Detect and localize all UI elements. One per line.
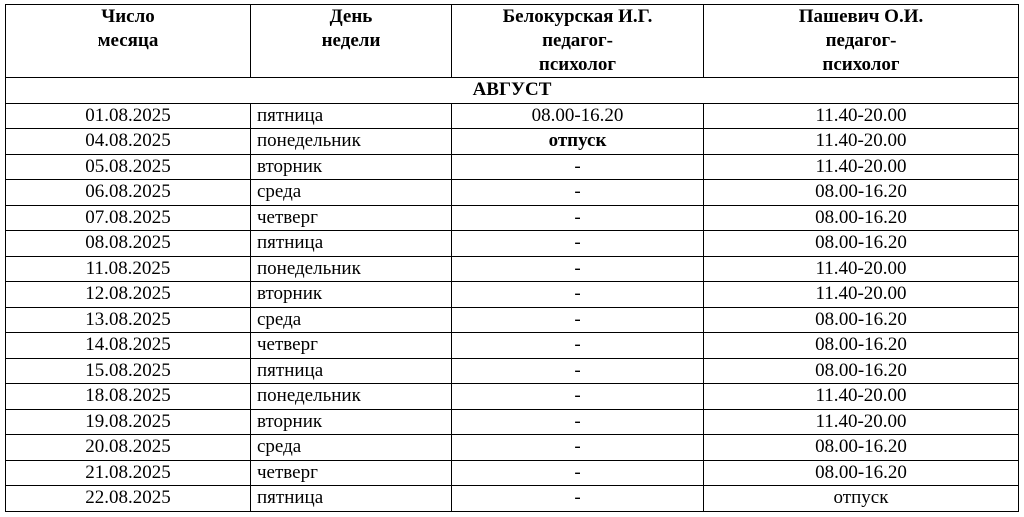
cell-weekday: пятница [251, 231, 452, 257]
table-row [6, 205, 1019, 231]
cell-belokurskaya: - [452, 333, 704, 359]
cell-belokurskaya: - [452, 256, 704, 282]
cell-weekday: пятница [251, 486, 452, 512]
header-belokurskaya-line: психолог [538, 54, 617, 75]
cell-belokurskaya: - [452, 409, 704, 435]
table-row [6, 307, 1019, 333]
cell-belokurskaya: 08.00-16.20 [452, 103, 704, 129]
cell-belokurskaya: - [452, 486, 704, 512]
cell-pashevich: 11.40-20.00 [704, 409, 1019, 435]
cell-date: 18.08.2025 [6, 384, 251, 410]
schedule-document [5, 4, 1018, 512]
cell-date: 07.08.2025 [6, 205, 251, 231]
cell-weekday: понедельник [251, 384, 452, 410]
cell-date: 15.08.2025 [6, 358, 251, 384]
table-row [6, 384, 1019, 410]
cell-pashevich: 08.00-16.20 [704, 435, 1019, 461]
cell-belokurskaya: отпуск [452, 129, 704, 155]
table-row [6, 154, 1019, 180]
cell-pashevich: 11.40-20.00 [704, 154, 1019, 180]
cell-date: 04.08.2025 [6, 129, 251, 155]
cell-pashevich: 11.40-20.00 [704, 384, 1019, 410]
cell-weekday: вторник [251, 409, 452, 435]
cell-weekday: пятница [251, 103, 452, 129]
schedule-table [5, 4, 1019, 512]
cell-belokurskaya: - [452, 435, 704, 461]
cell-weekday: понедельник [251, 256, 452, 282]
header-pashevich-line: педагог- [825, 30, 897, 51]
table-row [6, 358, 1019, 384]
header-pashevich [704, 5, 1019, 78]
cell-weekday: среда [251, 435, 452, 461]
cell-date: 22.08.2025 [6, 486, 251, 512]
cell-date: 11.08.2025 [6, 256, 251, 282]
cell-date: 13.08.2025 [6, 307, 251, 333]
cell-weekday: вторник [251, 282, 452, 308]
cell-belokurskaya: - [452, 307, 704, 333]
cell-pashevich: 11.40-20.00 [704, 103, 1019, 129]
month-label: АВГУСТ [6, 78, 1019, 104]
table-row [6, 409, 1019, 435]
cell-belokurskaya: - [452, 358, 704, 384]
cell-belokurskaya: - [452, 460, 704, 486]
table-row [6, 486, 1019, 512]
cell-date: 01.08.2025 [6, 103, 251, 129]
table-row [6, 333, 1019, 359]
header-belokurskaya-line: педагог- [542, 30, 613, 51]
cell-date: 12.08.2025 [6, 282, 251, 308]
cell-weekday: четверг [251, 205, 452, 231]
cell-pashevich: отпуск [704, 486, 1019, 512]
cell-pashevich: 11.40-20.00 [704, 129, 1019, 155]
header-date-line: месяца [97, 30, 159, 51]
cell-belokurskaya: - [452, 384, 704, 410]
header-weekday-line: День [329, 6, 373, 27]
cell-weekday: вторник [251, 154, 452, 180]
cell-weekday: четверг [251, 460, 452, 486]
cell-weekday: среда [251, 180, 452, 206]
cell-weekday: понедельник [251, 129, 452, 155]
cell-date: 05.08.2025 [6, 154, 251, 180]
cell-date: 19.08.2025 [6, 409, 251, 435]
header-belokurskaya-line: Белокурская И.Г. [502, 6, 653, 27]
table-row [6, 180, 1019, 206]
header-pashevich-line: Пашевич О.И. [798, 6, 924, 27]
cell-belokurskaya: - [452, 282, 704, 308]
cell-pashevich: 11.40-20.00 [704, 282, 1019, 308]
header-date [6, 5, 251, 78]
cell-date: 08.08.2025 [6, 231, 251, 257]
cell-pashevich: 11.40-20.00 [704, 256, 1019, 282]
header-weekday [251, 5, 452, 78]
table-row [6, 460, 1019, 486]
cell-belokurskaya: - [452, 180, 704, 206]
cell-pashevich: 08.00-16.20 [704, 358, 1019, 384]
table-row [6, 231, 1019, 257]
table-row [6, 103, 1019, 129]
cell-date: 20.08.2025 [6, 435, 251, 461]
cell-pashevich: 08.00-16.20 [704, 333, 1019, 359]
cell-weekday: пятница [251, 358, 452, 384]
cell-pashevich: 08.00-16.20 [704, 205, 1019, 231]
table-row [6, 282, 1019, 308]
header-belokurskaya [452, 5, 704, 78]
cell-pashevich: 08.00-16.20 [704, 307, 1019, 333]
header-date-line: Число [101, 6, 155, 27]
cell-weekday: среда [251, 307, 452, 333]
header-weekday-line: недели [321, 30, 381, 51]
table-row [6, 435, 1019, 461]
cell-date: 06.08.2025 [6, 180, 251, 206]
table-row [6, 256, 1019, 282]
cell-pashevich: 08.00-16.20 [704, 231, 1019, 257]
cell-date: 21.08.2025 [6, 460, 251, 486]
month-row [6, 78, 1019, 104]
cell-weekday: четверг [251, 333, 452, 359]
cell-date: 14.08.2025 [6, 333, 251, 359]
cell-belokurskaya: - [452, 231, 704, 257]
cell-belokurskaya: - [452, 154, 704, 180]
cell-pashevich: 08.00-16.20 [704, 460, 1019, 486]
cell-belokurskaya: - [452, 205, 704, 231]
table-row [6, 129, 1019, 155]
cell-pashevich: 08.00-16.20 [704, 180, 1019, 206]
header-pashevich-line: психолог [822, 54, 900, 75]
header-row [6, 5, 1019, 78]
